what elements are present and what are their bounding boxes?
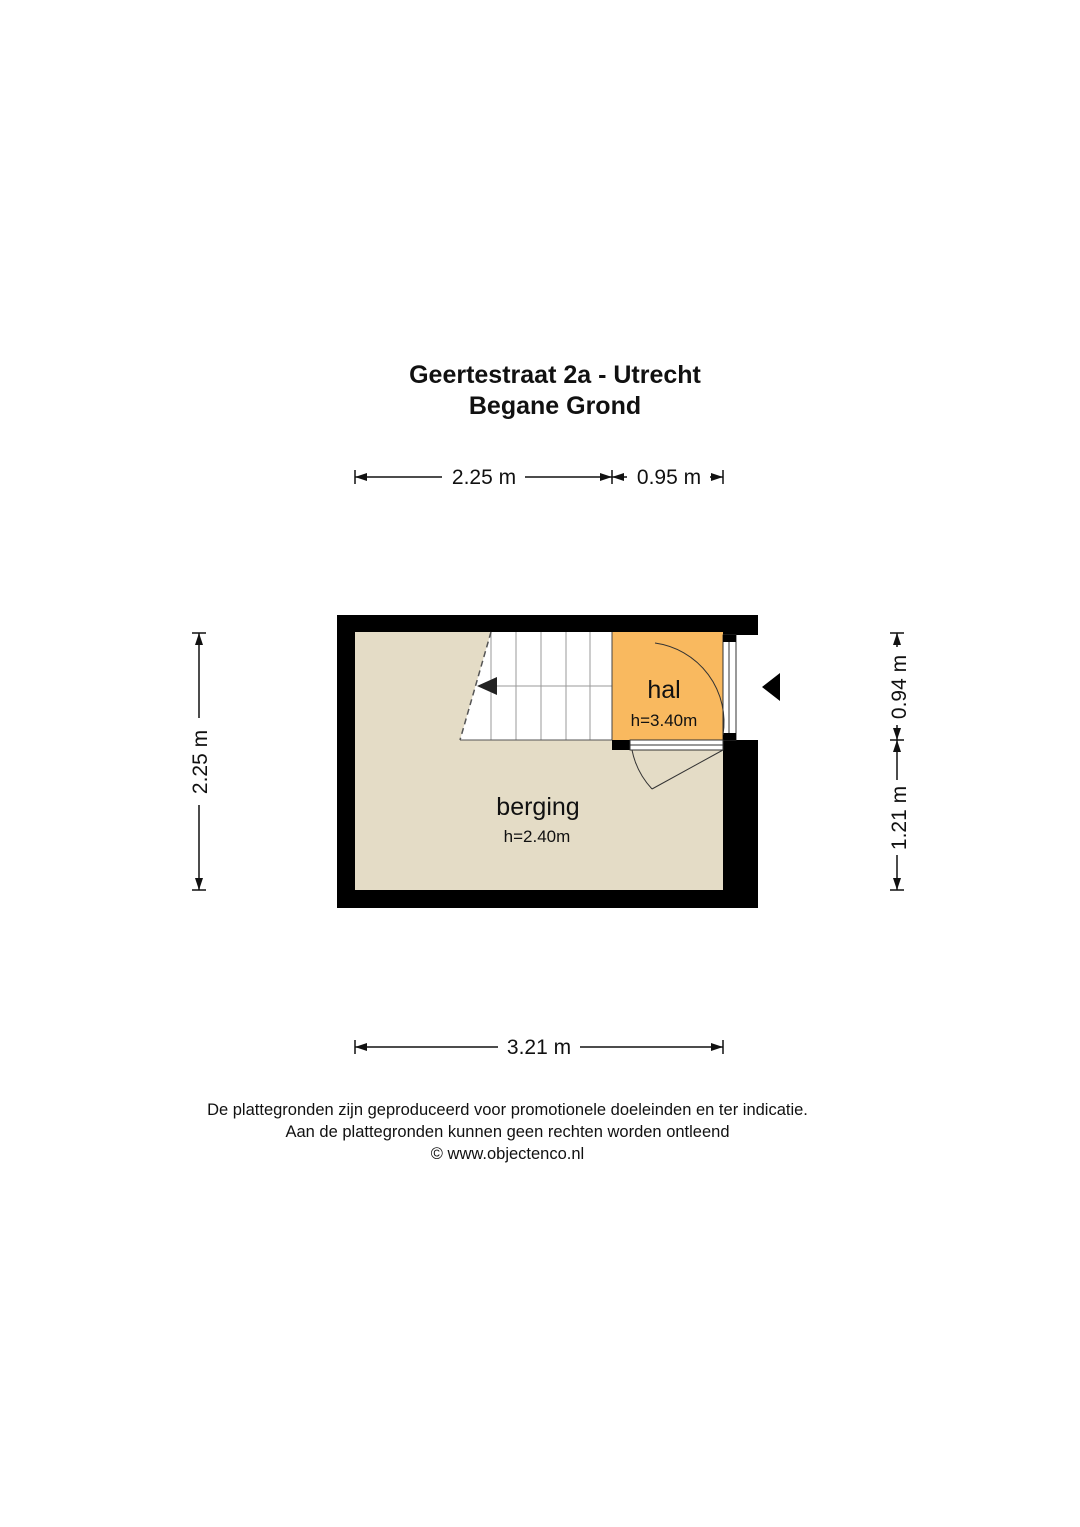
dimension-top-left-label: 2.25 m	[451, 466, 517, 489]
room-hal-height: h=3.40m	[630, 711, 698, 730]
dimension-top	[355, 466, 723, 489]
dimension-bottom	[355, 1036, 723, 1059]
room-berging-height: h=2.40m	[503, 827, 571, 846]
room-hal-name: hal	[647, 676, 681, 704]
dimension-top-right-label: 0.95 m	[636, 466, 702, 489]
entrance-arrow-icon	[762, 673, 780, 701]
copyright-link[interactable]: © www.objectenco.nl	[430, 1145, 585, 1163]
dimension-left	[189, 633, 212, 890]
disclaimer-line-2: Aan de plattegronden kunnen geen rechten worden ontleend	[285, 1123, 730, 1141]
disclaimer-line-1: De plattegronden zijn geproduceerd voor promotionele doeleinden en ter indicatie.	[207, 1101, 808, 1119]
plan-floor-title: Begane Grond	[468, 392, 642, 420]
dimension-right-upper-label: 0.94 m	[888, 654, 911, 720]
dimension-right	[888, 633, 911, 890]
dimension-bottom-label: 3.21 m	[506, 1036, 572, 1059]
room-berging-name: berging	[496, 793, 580, 821]
plan-address-title: Geertestraat 2a - Utrecht	[409, 361, 701, 389]
dimension-right-lower-label: 1.21 m	[888, 785, 911, 851]
dimension-left-label: 2.25 m	[189, 729, 212, 795]
